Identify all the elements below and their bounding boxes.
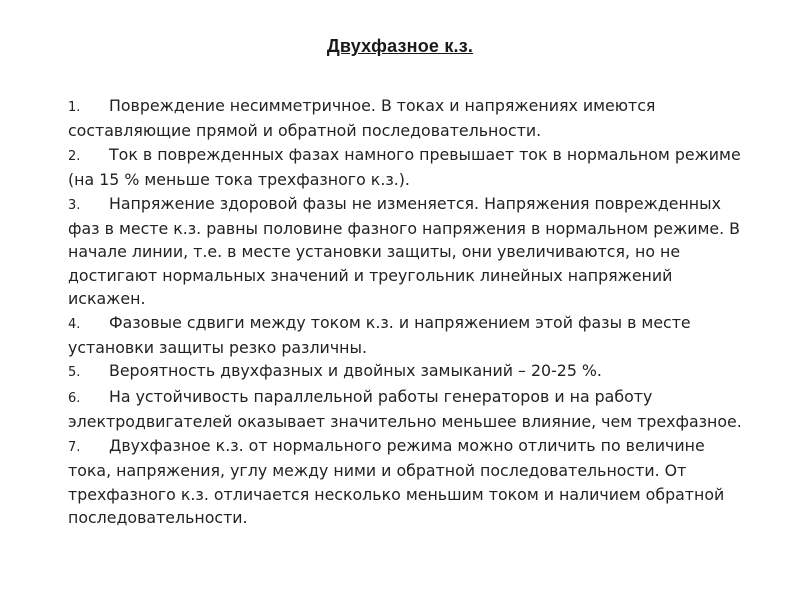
list-item-text: Фазовые сдвиги между током к.з. и напряжением этой фазы в месте установки защиты резко различны. xyxy=(68,312,691,358)
list-item-number: 3. xyxy=(68,197,81,213)
list-item-1 xyxy=(68,94,748,143)
list-item-number: 1. xyxy=(68,100,81,115)
list-item-text: Напряжение здоровой фазы не изменяется. Напряжения поврежденных фаз в месте к.з. равны половине фазного напряжения в нормальном режиме. В начале линии, т.е. в месте установки защиты, они увеличиваются, но не достигают нормальных значений и треугольник линейных напряжений искажен. xyxy=(68,193,740,309)
list-item-text: Повреждение несимметричное. В токах и напряжениях имеются составляющие прямой и обратной последовательности. xyxy=(68,96,656,141)
list-item-number: 6. xyxy=(68,390,81,406)
list-item-number: 7. xyxy=(68,439,81,455)
list-item-number: 5. xyxy=(68,365,81,381)
list-item-7 xyxy=(68,434,748,530)
list-item-text: На устойчивость параллельной работы генераторов и на работу электродвигателей оказывает значительно меньшее влияние, чем трехфазное. xyxy=(68,386,742,432)
list-item-4 xyxy=(68,311,748,360)
list-item-6 xyxy=(68,385,748,434)
list-item-3 xyxy=(68,192,748,311)
list-item-5 xyxy=(68,359,748,384)
slide-title: Двухфазное к.з. xyxy=(326,36,474,56)
list-item-2 xyxy=(68,143,748,192)
list-item-text: Вероятность двухфазных и двойных замыканий – 20-25 %. xyxy=(109,361,602,381)
list-item-number: 4. xyxy=(68,316,81,332)
list-item-text: Ток в поврежденных фазах намного превышает ток в нормальном режиме (на 15 % меньше тока трехфазного к.з.). xyxy=(68,144,741,190)
numbered-list xyxy=(68,94,748,529)
list-item-number: 2. xyxy=(68,148,81,164)
list-item-text: Двухфазное к.з. от нормального режима можно отличить по величине тока, напряжения, углу между ними и обратной последовательности. От трехфазного к.з. отличается несколько меньшим током и наличием обратной последовательности. xyxy=(68,435,725,527)
